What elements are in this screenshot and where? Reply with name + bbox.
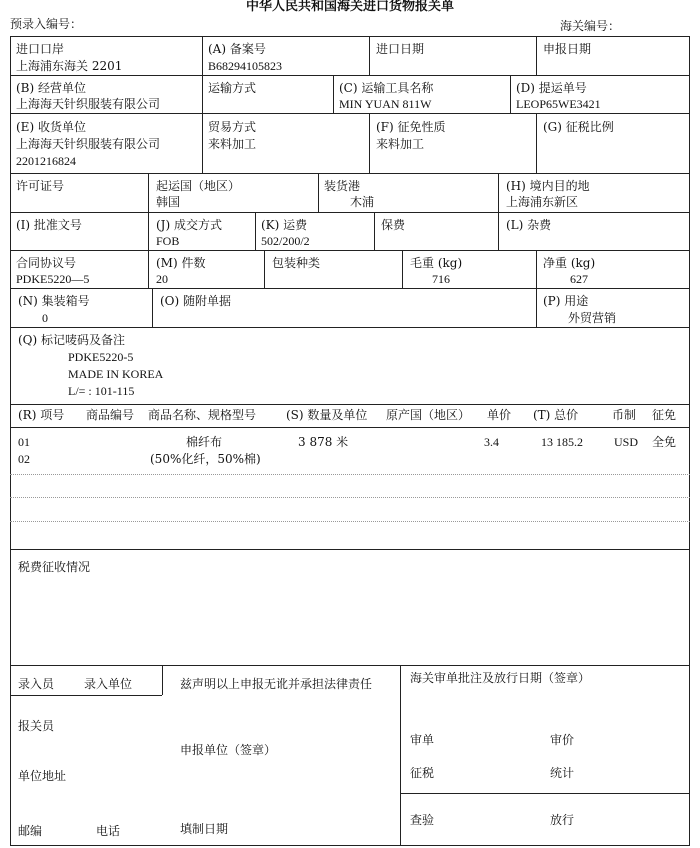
declare-unit-label: 申报单位（签章） [180, 743, 277, 757]
entry-clerk-label: 录入员 [18, 677, 55, 691]
inspection-label: 查验 [410, 813, 435, 827]
marks-line: L/= : 101-115 [68, 384, 135, 398]
usage-label: (P) 用途 [543, 294, 589, 308]
declaration-statement: 兹声明以上申报无讹并承担法律责任 [180, 677, 373, 691]
vessel-value: MIN YUAN 811W [339, 97, 432, 111]
goods-header-code: 商品编号 [86, 408, 135, 422]
gross-value: 716 [432, 272, 450, 286]
pieces-label: (M) 件数 [156, 256, 206, 270]
loading-port-label: 装货港 [324, 179, 361, 193]
destination-label: (H) 境内目的地 [506, 179, 590, 193]
goods-name: (50%化纤，50%棉) [150, 452, 261, 466]
misc-label: (L) 杂费 [506, 218, 552, 232]
customs-approval-label: 海关审单批注及放行日期（签章） [410, 671, 591, 685]
goods-exemption: 全免 [652, 435, 677, 449]
license-label: 许可证号 [16, 179, 65, 193]
record-no-value: B68294105823 [208, 59, 283, 73]
operator-value: 上海海天针织服装有限公司 [16, 97, 161, 111]
usage-value: 外贸营销 [568, 311, 617, 325]
goods-unit-price: 3.4 [484, 435, 499, 449]
terms-value: FOB [156, 234, 180, 248]
transport-mode-label: 运输方式 [208, 81, 257, 95]
terms-label: (J) 成交方式 [156, 218, 222, 232]
goods-header-name: 商品名称、规格型号 [148, 408, 257, 422]
bl-label: (D) 提运单号 [516, 81, 587, 95]
postcode-label: 邮编 [18, 824, 43, 838]
goods-header-origin: 原产国（地区） [386, 408, 471, 422]
tax-label: 税费征收情况 [18, 560, 91, 574]
goods-currency: USD [614, 435, 639, 449]
goods-item-no: 01 [18, 435, 30, 449]
import-port-label: 进口口岸 [16, 42, 65, 56]
net-value: 627 [570, 272, 588, 286]
tax-collect-label: 征税 [410, 766, 435, 780]
freight-value: 502/200/2 [261, 234, 310, 248]
origin-country-label: 起运国（地区） [156, 179, 241, 193]
marks-line: MADE IN KOREA [68, 367, 164, 381]
exemption-value: 来料加工 [376, 137, 425, 151]
customs-no-label: 海关编号： [560, 19, 621, 33]
operator-label: (B) 经营单位 [16, 81, 86, 95]
marks-line: PDKE5220-5 [68, 350, 134, 364]
package-label: 包装种类 [272, 256, 321, 270]
review-label: 审单 [410, 733, 435, 747]
exemption-label: (F) 征免性质 [376, 120, 446, 134]
tax-ratio-label: (G) 征税比例 [543, 120, 614, 134]
origin-country-value: 韩国 [156, 195, 181, 209]
goods-total: 13 185.2 [541, 435, 583, 449]
trade-mode-label: 贸易方式 [208, 120, 257, 134]
address-label: 单位地址 [18, 769, 67, 783]
pieces-value: 20 [156, 272, 168, 286]
bl-value: LEOP65WE3421 [516, 97, 601, 111]
documents-label: (O) 随附单据 [160, 294, 232, 308]
preentry-label: 预录入编号： [10, 17, 83, 31]
vessel-label: (C) 运输工具名称 [339, 81, 434, 95]
broker-label: 报关员 [18, 719, 55, 733]
import-port-value: 上海浦东海关 2201 [16, 59, 123, 73]
goods-header-total: (T) 总价 [533, 408, 579, 422]
goods-item-no: 02 [18, 452, 30, 466]
goods-qty: 3 878 米 [298, 435, 349, 449]
marks-label: (Q) 标记唛码及备注 [18, 333, 126, 347]
freight-label: (K) 运费 [261, 218, 308, 232]
approval-label: (I) 批准文号 [16, 218, 82, 232]
loading-port-value: 木浦 [350, 195, 375, 209]
fill-date-label: 填制日期 [180, 822, 229, 836]
consignee-value: 上海海天针织服装有限公司 [16, 137, 161, 151]
declare-date-label: 申报日期 [543, 42, 592, 56]
goods-header-currency: 币制 [612, 408, 637, 422]
goods-header-item: (R) 项号 [18, 408, 65, 422]
contract-label: 合同协议号 [16, 256, 77, 270]
phone-label: 电话 [96, 824, 121, 838]
goods-header-unit-price: 单价 [487, 408, 512, 422]
stats-label: 统计 [550, 766, 575, 780]
form-title: 中华人民共和国海关进口货物报关单 [245, 0, 454, 14]
trade-mode-value: 来料加工 [208, 137, 257, 151]
goods-header-qty: (S) 数量及单位 [286, 408, 368, 422]
insurance-label: 保费 [381, 218, 406, 232]
goods-name: 棉纤布 [186, 435, 223, 449]
price-review-label: 审价 [550, 733, 575, 747]
record-no-label: (A) 备案号 [208, 42, 266, 56]
import-date-label: 进口日期 [376, 42, 425, 56]
net-label: 净重 (kg) [543, 256, 596, 270]
container-value: 0 [42, 311, 48, 325]
consignee-code: 2201216824 [16, 154, 76, 168]
entry-unit-label: 录入单位 [84, 677, 133, 691]
gross-label: 毛重 (kg) [410, 256, 463, 270]
consignee-label: (E) 收货单位 [16, 120, 86, 134]
container-label: (N) 集装箱号 [18, 294, 90, 308]
release-label: 放行 [550, 813, 575, 827]
goods-header-exemption: 征免 [652, 408, 677, 422]
destination-value: 上海浦东新区 [506, 195, 579, 209]
contract-value: PDKE5220—5 [16, 272, 90, 286]
